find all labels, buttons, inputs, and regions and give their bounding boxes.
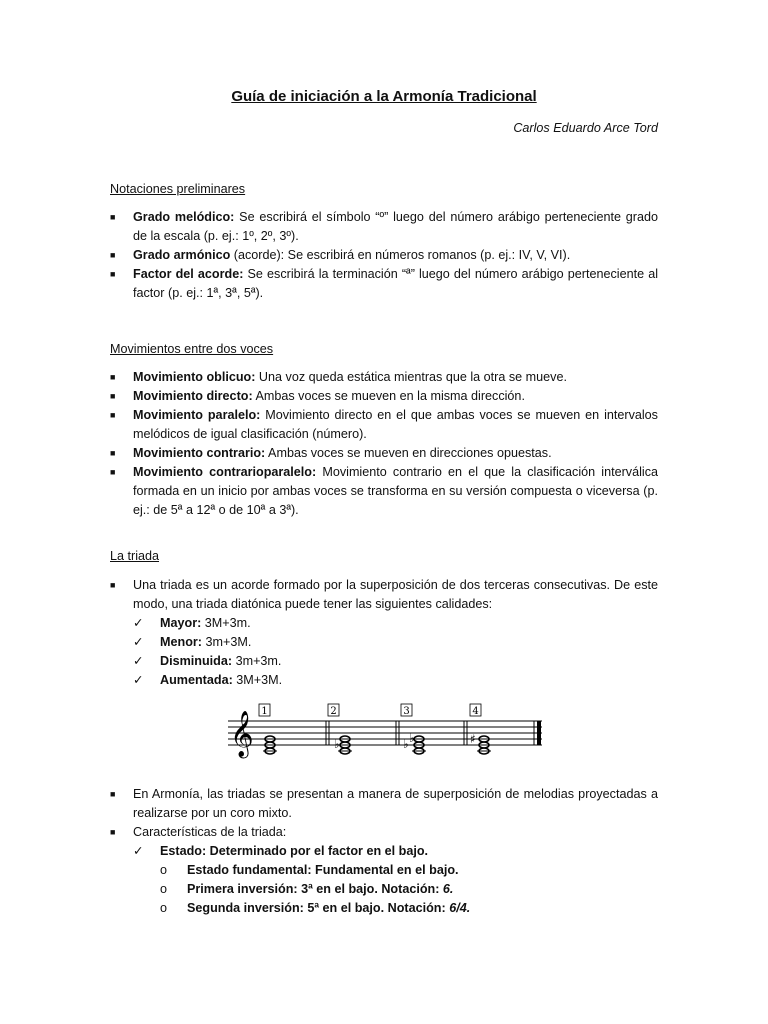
svg-text:♭: ♭ <box>403 737 409 751</box>
svg-text:♯: ♯ <box>470 732 476 746</box>
quality-item: ✓ Menor: 3m+3M. <box>133 633 653 652</box>
measure-number-2 <box>328 704 339 717</box>
svg-text:♭: ♭ <box>334 737 340 751</box>
estado-item: ✓ Estado: Determinado por el factor en el bajo. <box>133 842 653 861</box>
list-item: ■ Factor del acorde: Se escribirá la terminación “ª” luego del número arábigo perteneciente al factor (p. ej.: 1ª, 3ª, 5ª). <box>110 267 658 300</box>
chord-4 <box>470 732 491 754</box>
treble-clef-icon: 𝄞 <box>230 711 254 757</box>
svg-text:♭: ♭ <box>409 731 415 745</box>
list-item: ■ Una triada es un acorde formado por la superposición de dos terceras consecutivas. De este modo, una triada diatónica puede tener las siguientes calidades: <box>110 578 658 611</box>
square-bullet-icon: ■ <box>110 467 116 477</box>
svg-text:1: 1 <box>261 706 268 717</box>
list-item: ■ Movimiento directo: Ambas voces se mueven en la misma dirección. <box>110 387 658 406</box>
svg-text:3: 3 <box>403 706 410 717</box>
measure-number-3 <box>401 704 412 717</box>
check-icon: ✓ <box>133 844 144 858</box>
list-item: ■ Características de la triada: <box>110 823 658 842</box>
square-bullet-icon: ■ <box>110 372 116 382</box>
square-bullet-icon: ■ <box>110 580 116 590</box>
square-bullet-icon: ■ <box>110 269 116 279</box>
square-bullet-icon: ■ <box>110 789 116 799</box>
list-item: ■ En Armonía, las triadas se presentan a manera de superposición de melodias proyectadas a realizarse por un coro mixto. <box>110 787 658 820</box>
document-title: Guía de iniciación a la Armonía Tradicional <box>231 88 537 105</box>
measure-number-4 <box>470 704 481 717</box>
list-item: ■ Movimiento paralelo: Movimiento directo en el que ambas voces se mueven en intervalos melódicos de igual clasificación (número). <box>110 408 658 441</box>
svg-text:4: 4 <box>472 706 479 717</box>
triad-score-image <box>200 700 550 760</box>
estado-subitem: o Segunda inversión: 5ª en el bajo. Notación: 6/4. <box>160 899 660 918</box>
square-bullet-icon: ■ <box>110 448 116 458</box>
section-heading-movimientos: Movimientos entre dos voces <box>110 342 274 356</box>
measure-number-1 <box>259 704 270 717</box>
estado-subitem: o Estado fundamental: Fundamental en el bajo. <box>160 861 660 880</box>
check-icon: ✓ <box>133 616 144 630</box>
square-bullet-icon: ■ <box>110 212 116 222</box>
section-heading-triada: La triada <box>110 549 160 563</box>
section-heading-notaciones: Notaciones preliminares <box>110 182 246 196</box>
check-icon: ✓ <box>133 635 144 649</box>
circle-bullet-icon: o <box>160 863 168 877</box>
svg-text:2: 2 <box>330 706 337 717</box>
square-bullet-icon: ■ <box>110 827 116 837</box>
document-author: Carlos Eduardo Arce Tord <box>513 121 658 135</box>
list-item: ■ Grado melódico: Se escribirá el símbolo “º” luego del número arábigo perteneciente grado de la escala (p. ej.: 1º, 2º, 3º). <box>110 210 658 243</box>
list-item: ■ Movimiento contrario: Ambas voces se mueven en direcciones opuestas. <box>110 444 658 463</box>
list-item: ■ Grado armónico (acorde): Se escribirá en números romanos (p. ej.: IV, V, VI). <box>110 246 658 265</box>
chord-3 <box>403 731 426 754</box>
list-item: ■ Movimiento contrarioparalelo: Movimiento contrario en el que la clasificación interválica formada en un inicio por ambas voces se transforma en su versión compuesta o viceversa (p. ej.: de 5ª a 12ª o de 10ª a 3ª). <box>110 465 659 517</box>
square-bullet-icon: ■ <box>110 391 116 401</box>
check-icon: ✓ <box>133 654 144 668</box>
quality-item: ✓ Aumentada: 3M+3M. <box>133 671 653 690</box>
check-icon: ✓ <box>133 673 144 687</box>
staff-lines <box>228 721 542 745</box>
circle-bullet-icon: o <box>160 882 168 896</box>
list-item: ■ Movimiento oblicuo: Una voz queda estática mientras que la otra se mueve. <box>110 368 658 387</box>
quality-item: ✓ Mayor: 3M+3m. <box>133 614 653 633</box>
square-bullet-icon: ■ <box>110 250 116 260</box>
square-bullet-icon: ■ <box>110 410 116 420</box>
estado-subitem: o Primera inversión: 3ª en el bajo. Notación: 6. <box>160 880 660 899</box>
circle-bullet-icon: o <box>160 901 168 915</box>
quality-item: ✓ Disminuida: 3m+3m. <box>133 652 653 671</box>
